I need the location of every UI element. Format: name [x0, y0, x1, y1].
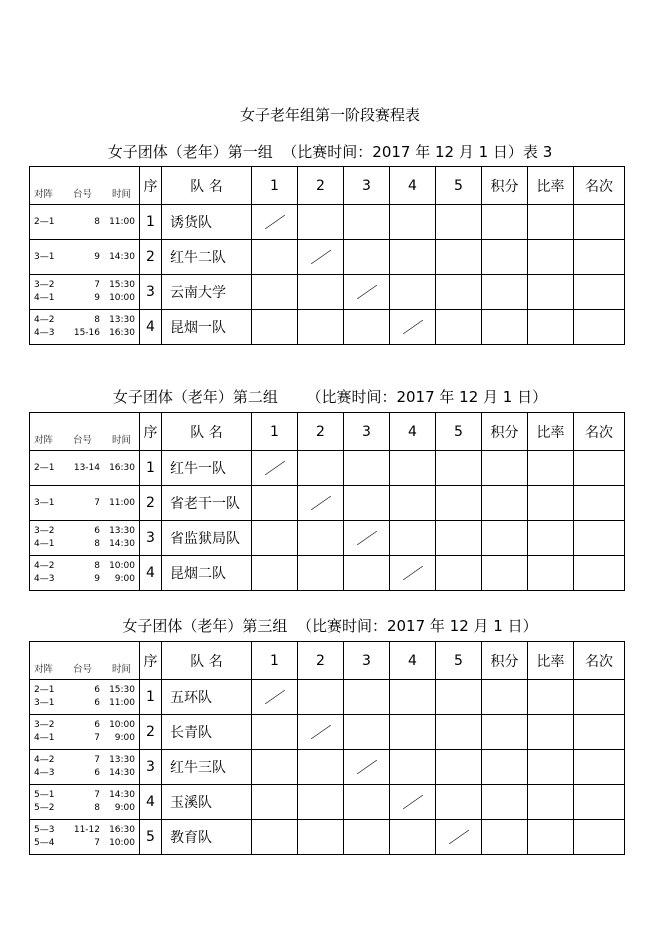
schedule-cell	[30, 820, 140, 855]
schedule-table: 9	[94, 574, 100, 584]
schedule-match: 5—4	[34, 838, 55, 848]
score-cell	[344, 205, 390, 240]
score-cell	[344, 785, 390, 820]
schedule-time: 10:00	[109, 838, 135, 848]
points-cell	[482, 240, 528, 275]
schedule-header-table-no: 台号	[72, 435, 92, 446]
team-number: 3	[140, 275, 162, 310]
score-cell	[390, 486, 436, 521]
header-col-5: 5	[436, 413, 482, 451]
points-cell	[482, 310, 528, 345]
self-match-slash	[390, 556, 436, 591]
rank-cell	[574, 310, 625, 345]
ratio-cell	[528, 785, 574, 820]
score-cell	[436, 715, 482, 750]
ratio-cell	[528, 556, 574, 591]
schedule-match: 4—3	[34, 768, 55, 778]
score-cell	[344, 820, 390, 855]
ratio-cell	[528, 750, 574, 785]
schedule-line	[34, 327, 135, 340]
team-name: 昆烟二队	[162, 556, 252, 591]
schedule-time: 10:00	[109, 561, 135, 571]
schedule-table: 6	[94, 526, 100, 536]
schedule-time: 10:00	[109, 293, 135, 303]
ratio-cell	[528, 820, 574, 855]
score-cell	[252, 785, 298, 820]
rank-cell	[574, 486, 625, 521]
score-cell	[436, 275, 482, 310]
schedule-line	[34, 462, 135, 475]
schedule-cell	[30, 715, 140, 750]
schedule-cell	[30, 785, 140, 820]
schedule-header-labels	[34, 188, 135, 201]
schedule-table: 7	[94, 280, 100, 290]
ratio-cell	[528, 486, 574, 521]
ratio-cell	[528, 680, 574, 715]
schedule-header-table-no: 台号	[72, 664, 92, 675]
score-cell	[298, 451, 344, 486]
table-row	[30, 451, 625, 486]
schedule-table: 15-16	[73, 328, 100, 338]
table-row	[30, 205, 625, 240]
schedule-match: 4—2	[34, 561, 55, 571]
schedule-header	[30, 642, 140, 680]
header-ratio: 比率	[528, 413, 574, 451]
score-cell	[344, 715, 390, 750]
schedule-line	[34, 251, 135, 264]
header-rank: 名次	[574, 642, 625, 680]
schedule-time: 9:00	[114, 574, 135, 584]
table-row	[30, 310, 625, 345]
rank-cell	[574, 785, 625, 820]
schedule-cell	[30, 240, 140, 275]
schedule-cell	[30, 275, 140, 310]
header-points: 积分	[482, 642, 528, 680]
table-row	[30, 275, 625, 310]
team-name: 省老干一队	[162, 486, 252, 521]
team-name: 云南大学	[162, 275, 252, 310]
self-match-slash	[344, 521, 390, 556]
schedule-header-time: 时间	[111, 664, 131, 675]
group-2-table	[29, 412, 625, 591]
team-name: 省监狱局队	[162, 521, 252, 556]
rank-cell	[574, 275, 625, 310]
team-number: 2	[140, 240, 162, 275]
schedule-time: 14:30	[109, 768, 135, 778]
score-cell	[390, 715, 436, 750]
ratio-cell	[528, 521, 574, 556]
table-row	[30, 820, 625, 855]
schedule-line	[34, 560, 135, 573]
score-cell	[298, 820, 344, 855]
header-rank: 名次	[574, 413, 625, 451]
schedule-table: 7	[94, 755, 100, 765]
schedule-table: 11-12	[73, 825, 100, 835]
schedule-match: 4—3	[34, 328, 55, 338]
schedule-time: 11:00	[109, 216, 135, 227]
self-match-slash	[344, 750, 390, 785]
header-points: 积分	[482, 413, 528, 451]
score-cell	[390, 451, 436, 486]
schedule-match: 4—1	[34, 733, 55, 743]
team-number: 1	[140, 205, 162, 240]
schedule-table: 6	[94, 685, 100, 695]
self-match-slash	[252, 451, 298, 486]
rank-cell	[574, 205, 625, 240]
score-cell	[344, 310, 390, 345]
schedule-match: 3—1	[34, 251, 55, 262]
schedule-cell	[30, 521, 140, 556]
ratio-cell	[528, 205, 574, 240]
schedule-header-labels	[34, 663, 135, 676]
schedule-match: 3—1	[34, 698, 55, 708]
score-cell	[390, 680, 436, 715]
schedule-match: 4—1	[34, 539, 55, 549]
table-row	[30, 521, 625, 556]
schedule-match: 2—1	[34, 216, 55, 227]
points-cell	[482, 715, 528, 750]
schedule-time: 16:30	[109, 825, 135, 835]
header-team: 队 名	[162, 642, 252, 680]
score-cell	[436, 240, 482, 275]
schedule-line	[34, 525, 135, 538]
schedule-cell	[30, 310, 140, 345]
points-cell	[482, 785, 528, 820]
schedule-time: 14:30	[109, 539, 135, 549]
schedule-line	[34, 497, 135, 510]
schedule-line	[34, 789, 135, 802]
schedule-match: 4—2	[34, 315, 55, 325]
table-header-row	[30, 167, 625, 205]
score-cell	[390, 820, 436, 855]
schedule-cell	[30, 680, 140, 715]
schedule-table: 7	[94, 733, 100, 743]
schedule-time: 14:30	[109, 251, 135, 262]
header-ratio: 比率	[528, 642, 574, 680]
schedule-line	[34, 684, 135, 697]
schedule-line	[34, 697, 135, 710]
group-1-title: 女子团体（老年）第一组 （比赛时间：2017 年 12 月 1 日）表 3	[107, 143, 553, 161]
schedule-table: 9	[94, 251, 100, 262]
schedule-header-labels	[34, 434, 135, 447]
ratio-cell	[528, 451, 574, 486]
table-row	[30, 750, 625, 785]
score-cell	[390, 205, 436, 240]
score-cell	[436, 521, 482, 556]
schedule-line	[34, 754, 135, 767]
score-cell	[436, 451, 482, 486]
points-cell	[482, 680, 528, 715]
table-row	[30, 785, 625, 820]
score-cell	[436, 680, 482, 715]
document-title: 女子老年组第一阶段赛程表	[239, 106, 420, 124]
header-col-3: 3	[344, 642, 390, 680]
table-header-row	[30, 413, 625, 451]
self-match-slash	[252, 680, 298, 715]
schedule-time: 9:00	[114, 803, 135, 813]
schedule-table: 8	[94, 315, 100, 325]
team-name: 玉溪队	[162, 785, 252, 820]
points-cell	[482, 486, 528, 521]
header-no: 序	[140, 413, 162, 451]
table-header-row	[30, 642, 625, 680]
rank-cell	[574, 750, 625, 785]
score-cell	[252, 275, 298, 310]
schedule-table: 8	[94, 216, 100, 227]
schedule-line	[34, 719, 135, 732]
team-name: 红牛一队	[162, 451, 252, 486]
team-name: 教育队	[162, 820, 252, 855]
score-cell	[298, 785, 344, 820]
ratio-cell	[528, 275, 574, 310]
schedule-time: 15:30	[109, 280, 135, 290]
schedule-line	[34, 837, 135, 850]
score-cell	[298, 205, 344, 240]
schedule-match: 3—2	[34, 280, 55, 290]
schedule-line	[34, 216, 135, 229]
schedule-line	[34, 538, 135, 551]
schedule-line	[34, 279, 135, 292]
schedule-header-vs: 对阵	[34, 189, 54, 200]
schedule-time: 10:00	[109, 720, 135, 730]
score-cell	[298, 275, 344, 310]
score-cell	[252, 750, 298, 785]
score-cell	[252, 240, 298, 275]
schedule-cell	[30, 451, 140, 486]
header-col-4: 4	[390, 642, 436, 680]
team-name: 五环队	[162, 680, 252, 715]
score-cell	[252, 486, 298, 521]
score-cell	[298, 556, 344, 591]
team-number: 4	[140, 785, 162, 820]
header-col-1: 1	[252, 413, 298, 451]
rank-cell	[574, 820, 625, 855]
team-number: 5	[140, 820, 162, 855]
self-match-slash	[298, 240, 344, 275]
schedule-header-vs: 对阵	[34, 664, 54, 675]
points-cell	[482, 750, 528, 785]
schedule-table: 6	[94, 720, 100, 730]
rank-cell	[574, 715, 625, 750]
points-cell	[482, 275, 528, 310]
score-cell	[390, 275, 436, 310]
header-col-5: 5	[436, 642, 482, 680]
score-cell	[344, 556, 390, 591]
score-cell	[252, 521, 298, 556]
schedule-table: 7	[94, 838, 100, 848]
team-number: 1	[140, 680, 162, 715]
points-cell	[482, 820, 528, 855]
schedule-table: 13-14	[73, 462, 100, 473]
self-match-slash	[344, 275, 390, 310]
schedule-match: 3—2	[34, 526, 55, 536]
schedule-header-time: 时间	[111, 189, 131, 200]
score-cell	[390, 240, 436, 275]
header-points: 积分	[482, 167, 528, 205]
points-cell	[482, 521, 528, 556]
schedule-header-time: 时间	[111, 435, 131, 446]
schedule-line	[34, 292, 135, 305]
schedule-time: 13:30	[109, 755, 135, 765]
header-col-3: 3	[344, 167, 390, 205]
schedule-match: 3—2	[34, 720, 55, 730]
schedule-header-vs: 对阵	[34, 435, 54, 446]
schedule-cell	[30, 556, 140, 591]
schedule-time: 15:30	[109, 685, 135, 695]
score-cell	[436, 556, 482, 591]
schedule-header	[30, 413, 140, 451]
score-cell	[298, 750, 344, 785]
team-number: 1	[140, 451, 162, 486]
header-col-2: 2	[298, 413, 344, 451]
schedule-table: 6	[94, 698, 100, 708]
score-cell	[436, 205, 482, 240]
header-col-3: 3	[344, 413, 390, 451]
score-cell	[252, 715, 298, 750]
header-col-1: 1	[252, 642, 298, 680]
table-row	[30, 556, 625, 591]
schedule-match: 2—1	[34, 685, 55, 695]
group-3-title: 女子团体（老年）第三组 （比赛时间：2017 年 12 月 1 日）	[122, 617, 538, 635]
score-cell	[344, 680, 390, 715]
schedule-cell	[30, 205, 140, 240]
schedule-line	[34, 824, 135, 837]
score-cell	[436, 486, 482, 521]
schedule-time: 13:30	[109, 315, 135, 325]
team-number: 3	[140, 750, 162, 785]
schedule-table: 8	[94, 539, 100, 549]
team-name: 长青队	[162, 715, 252, 750]
self-match-slash	[436, 820, 482, 855]
rank-cell	[574, 556, 625, 591]
score-cell	[344, 451, 390, 486]
score-cell	[298, 310, 344, 345]
score-cell	[252, 820, 298, 855]
score-cell	[298, 680, 344, 715]
schedule-match: 5—3	[34, 825, 55, 835]
self-match-slash	[390, 310, 436, 345]
team-number: 3	[140, 521, 162, 556]
schedule-table: 7	[94, 497, 100, 508]
table-row	[30, 486, 625, 521]
self-match-slash	[252, 205, 298, 240]
header-col-2: 2	[298, 167, 344, 205]
score-cell	[252, 556, 298, 591]
team-number: 2	[140, 715, 162, 750]
schedule-table: 7	[94, 790, 100, 800]
ratio-cell	[528, 310, 574, 345]
schedule-line	[34, 314, 135, 327]
schedule-time: 16:30	[109, 328, 135, 338]
score-cell	[298, 521, 344, 556]
team-name: 红牛三队	[162, 750, 252, 785]
table-row	[30, 240, 625, 275]
header-col-5: 5	[436, 167, 482, 205]
schedule-header	[30, 167, 140, 205]
schedule-cell	[30, 750, 140, 785]
schedule-table: 8	[94, 561, 100, 571]
schedule-time: 14:30	[109, 790, 135, 800]
schedule-line	[34, 732, 135, 745]
schedule-match: 5—2	[34, 803, 55, 813]
score-cell	[436, 785, 482, 820]
team-number: 4	[140, 310, 162, 345]
header-team: 队 名	[162, 167, 252, 205]
schedule-match: 2—1	[34, 462, 55, 473]
schedule-time: 11:00	[109, 698, 135, 708]
points-cell	[482, 205, 528, 240]
rank-cell	[574, 240, 625, 275]
score-cell	[252, 310, 298, 345]
group-3-table	[29, 641, 625, 855]
team-name: 红牛二队	[162, 240, 252, 275]
schedule-time: 11:00	[109, 497, 135, 508]
score-cell	[344, 486, 390, 521]
score-cell	[390, 750, 436, 785]
points-cell	[482, 556, 528, 591]
score-cell	[436, 310, 482, 345]
team-number: 2	[140, 486, 162, 521]
header-col-2: 2	[298, 642, 344, 680]
rank-cell	[574, 521, 625, 556]
header-col-4: 4	[390, 167, 436, 205]
header-no: 序	[140, 642, 162, 680]
schedule-time: 16:30	[109, 462, 135, 473]
group-1-table	[29, 166, 625, 345]
schedule-line	[34, 573, 135, 586]
schedule-table: 6	[94, 768, 100, 778]
rank-cell	[574, 451, 625, 486]
group-2-title: 女子团体（老年）第二组 （比赛时间：2017 年 12 月 1 日）	[112, 388, 548, 406]
self-match-slash	[298, 715, 344, 750]
header-col-4: 4	[390, 413, 436, 451]
schedule-match: 5—1	[34, 790, 55, 800]
schedule-match: 4—3	[34, 574, 55, 584]
table-row	[30, 715, 625, 750]
schedule-time: 9:00	[114, 733, 135, 743]
header-no: 序	[140, 167, 162, 205]
header-team: 队 名	[162, 413, 252, 451]
header-rank: 名次	[574, 167, 625, 205]
score-cell	[390, 521, 436, 556]
score-cell	[344, 240, 390, 275]
schedule-line	[34, 802, 135, 815]
team-name: 诱货队	[162, 205, 252, 240]
header-col-1: 1	[252, 167, 298, 205]
schedule-match: 4—1	[34, 293, 55, 303]
schedule-table: 8	[94, 803, 100, 813]
self-match-slash	[390, 785, 436, 820]
points-cell	[482, 451, 528, 486]
table-row	[30, 680, 625, 715]
rank-cell	[574, 680, 625, 715]
schedule-header-table-no: 台号	[72, 189, 92, 200]
self-match-slash	[298, 486, 344, 521]
score-cell	[436, 750, 482, 785]
schedule-time: 13:30	[109, 526, 135, 536]
schedule-line	[34, 767, 135, 780]
ratio-cell	[528, 715, 574, 750]
team-name: 昆烟一队	[162, 310, 252, 345]
schedule-match: 3—1	[34, 497, 55, 508]
schedule-cell	[30, 486, 140, 521]
header-ratio: 比率	[528, 167, 574, 205]
schedule-table: 9	[94, 293, 100, 303]
ratio-cell	[528, 240, 574, 275]
team-number: 4	[140, 556, 162, 591]
schedule-match: 4—2	[34, 755, 55, 765]
